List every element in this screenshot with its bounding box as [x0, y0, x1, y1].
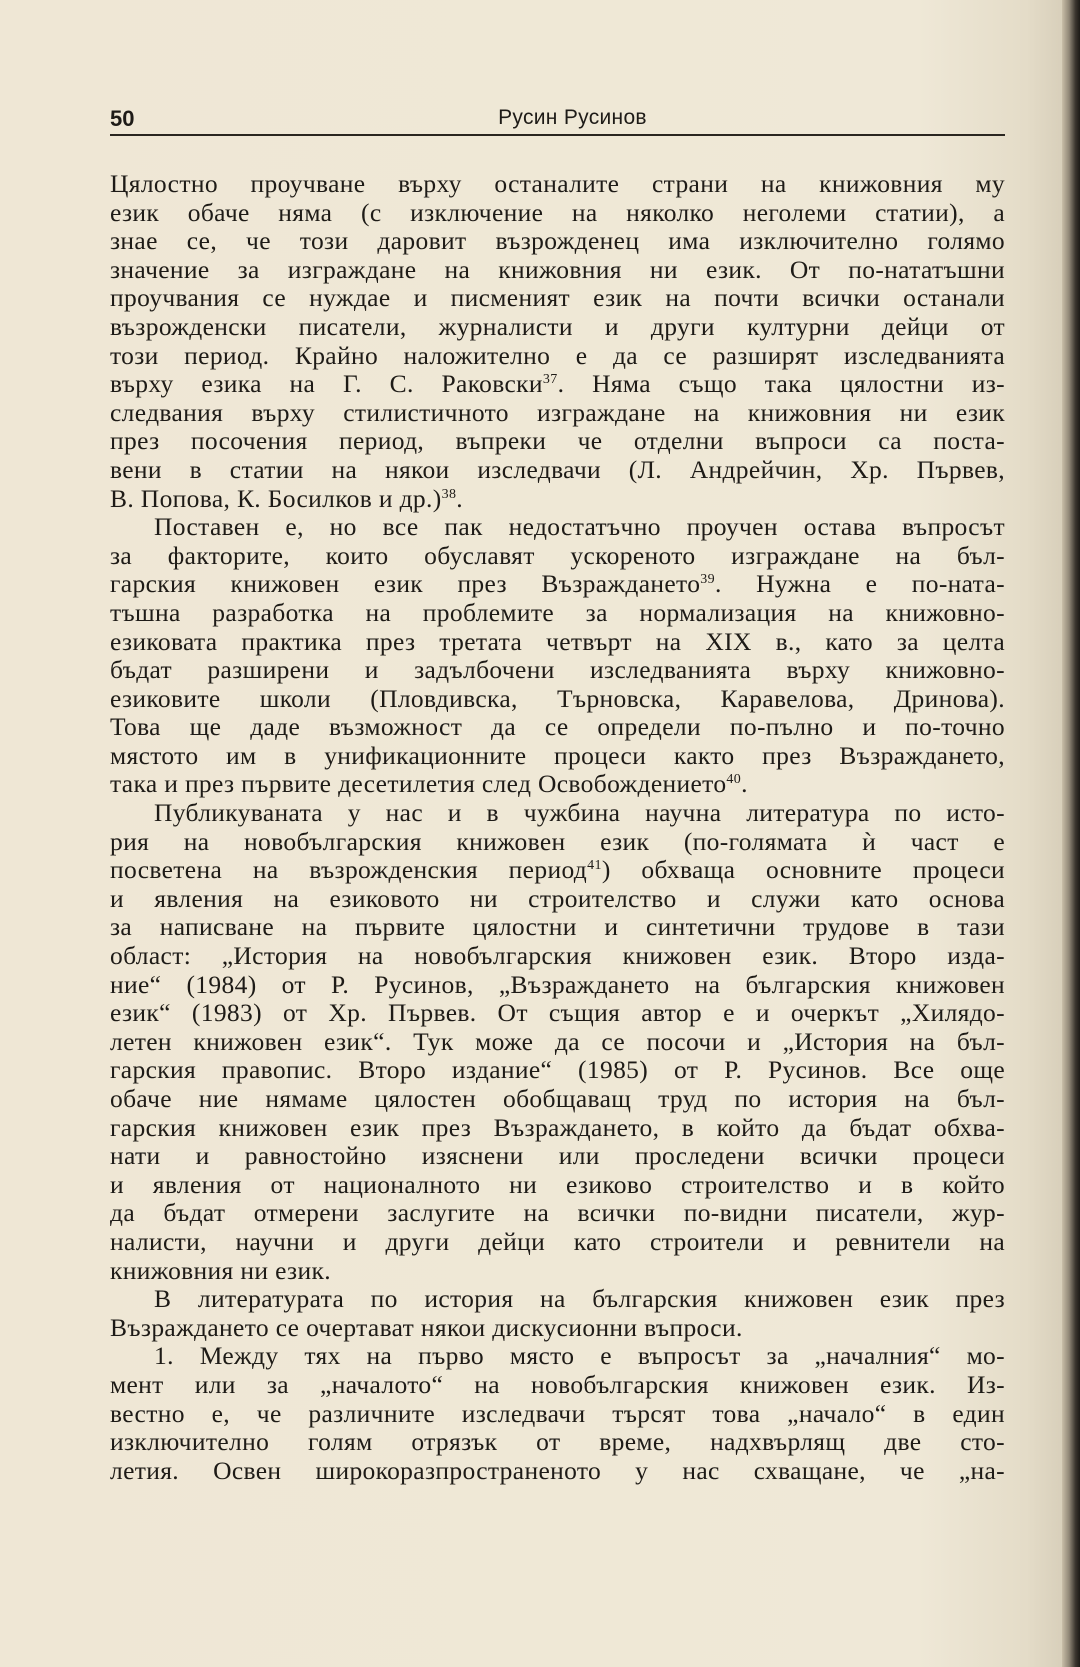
text-line [110, 828, 1005, 857]
page-header [110, 104, 1005, 134]
text-line-continuation: . [456, 483, 464, 513]
text-line [110, 770, 1005, 799]
footnote-ref: 40 [726, 772, 742, 788]
text-line [110, 1142, 1005, 1171]
text-line-content: В. Попова, К. Босилков и др.) [110, 483, 442, 513]
text-line [110, 1028, 1005, 1057]
footnote-ref: 38 [441, 486, 457, 502]
text-line [110, 399, 1005, 428]
text-line [110, 971, 1005, 1000]
text-line [110, 1371, 1005, 1400]
text-line-content: гарския книжовен език през Възраждането [110, 569, 701, 599]
text-line-continuation: ) обхваща основните процеси [601, 855, 1005, 885]
text-line-content: изключително голям отрязък от време, надхвърлящ две сто- [110, 1427, 1005, 1457]
text-line-content: Цялостно проучване върху останалите страни на книжовния му [110, 169, 1005, 198]
text-line [110, 799, 1005, 828]
body-text [110, 170, 1005, 1485]
running-head: Русин Русинов [498, 106, 647, 129]
text-line-content: този период. Крайно наложително е да се разширят изследванията [110, 340, 1005, 370]
text-line [110, 485, 1005, 514]
text-line [110, 570, 1005, 599]
text-line [110, 1428, 1005, 1457]
text-line [110, 1171, 1005, 1200]
text-line [110, 342, 1005, 371]
text-line [110, 256, 1005, 285]
text-line [110, 1056, 1005, 1085]
text-line [110, 885, 1005, 914]
footnote-ref: 41 [587, 858, 602, 874]
text-line-content: върху езика на Г. С. Раковски [110, 369, 543, 399]
text-line [110, 313, 1005, 342]
text-line-content: мент или за „началото“ на новобългарския книжовен език. Из- [110, 1369, 1005, 1399]
header-rule [110, 134, 1005, 136]
text-line [110, 856, 1005, 885]
text-line-content: В литературата по история на българския книжовен език през [154, 1284, 1005, 1314]
text-line [110, 1285, 1005, 1314]
text-line-content: езиковите школи (Пловдивска, Търновска, Каравелова, Дринова). [110, 683, 1005, 713]
text-line-content: посветена на възрожденския период [110, 855, 588, 885]
text-line-content: мястото им в унификационните процеси както през Възраждането, [110, 740, 1005, 770]
text-line-continuation: . Няма също така цялостни из- [557, 369, 1005, 399]
text-line-content: да бъдат отмерени заслугите на всички по-видни писатели, жур- [110, 1198, 1005, 1228]
text-line-content: и явления на езиковото ни строителство и служи като основа [110, 883, 1005, 913]
text-line [110, 284, 1005, 313]
text-line-content: така и през първите десетилетия след Освобождението [110, 769, 727, 799]
text-line-content: летия. Освен широкоразпространеното у нас схващане, че „на- [110, 1455, 1005, 1485]
text-line-content: вени в статии на някои изследвачи (Л. Андрейчин, Хр. Първев, [110, 454, 1005, 484]
text-line-content: за написване на първите цялостни и синтетични трудове в тази [110, 912, 1005, 942]
text-line-content: Публикуваната у нас и в чужбина научна литература по исто- [154, 798, 1005, 828]
text-line-content: Това ще даде възможност да се определи по-пълно и по-точно [110, 712, 1005, 742]
text-line-content: 1. Между тях на първо място е въпросът за „началния“ мо- [154, 1341, 1005, 1371]
text-line-content: ние“ (1984) от Р. Русинов, „Възраждането на българския книжовен [110, 969, 1005, 999]
text-line-content: летен книжовен език“. Тук може да се посочи и „История на бъл- [110, 1026, 1005, 1056]
text-line-content: бъдат разширени и задълбочени изследванията върху книжовно- [110, 655, 1005, 685]
text-line [110, 1314, 1005, 1343]
text-line-content: гарския правопис. Второ издание“ (1985) от Р. Русинов. Все още [110, 1055, 1005, 1085]
text-line [110, 599, 1005, 628]
text-line [110, 199, 1005, 228]
text-line [110, 513, 1005, 542]
page-number: 50 [110, 106, 135, 131]
text-line-continuation: . [741, 769, 748, 799]
text-line [110, 1400, 1005, 1429]
text-line [110, 999, 1005, 1028]
text-line [110, 1228, 1005, 1257]
text-line [110, 913, 1005, 942]
text-line-content: възрожденски писатели, журналисти и други културни дейци от [110, 311, 1005, 341]
text-line [110, 370, 1005, 399]
text-line [110, 1114, 1005, 1143]
text-line [110, 628, 1005, 657]
text-line-content: проучвания се нуждае и писменият език на почти всички останали [110, 283, 1005, 313]
text-line-content: налисти, научни и други дейци като строители и ревнители на [110, 1226, 1005, 1256]
text-line [110, 685, 1005, 714]
text-line [110, 1257, 1005, 1286]
text-line-content: обаче ние нямаме цялостен обобщаващ труд по история на бъл- [110, 1084, 1005, 1113]
text-line [110, 713, 1005, 742]
text-line-content: за факторите, които обуславят ускореното изграждане на бъл- [110, 540, 1005, 570]
text-line [110, 656, 1005, 685]
text-line [110, 542, 1005, 571]
text-line-continuation: . Нужна е по-ната- [715, 569, 1005, 599]
text-line-content: език“ (1983) от Хр. Първев. От същия автор е и очеркът „Хилядо- [110, 998, 1005, 1028]
footnote-ref: 39 [700, 572, 715, 588]
text-line-content: значение за изграждане на книжовния ни език. От по-нататъшни [110, 254, 1005, 284]
text-line-content: тъшна разработка на проблемите за нормализация на книжовно- [110, 597, 1005, 627]
text-line [110, 1342, 1005, 1371]
text-line-content: през посочения период, въпреки че отделни въпроси са поста- [110, 426, 1005, 456]
text-line-content: знае се, че този даровит възрожденец има изключително голямо [110, 226, 1005, 256]
text-line-content: гарския книжовен език през Възраждането, в който да бъдат обхва- [110, 1112, 1005, 1142]
text-line [110, 170, 1005, 199]
text-line [110, 427, 1005, 456]
text-line [110, 456, 1005, 485]
binding-edge [1062, 0, 1080, 1667]
text-line-content: езиковата практика през третата четвърт на XIX в., като за целта [110, 626, 1005, 656]
text-line-content: книжовния ни език. [110, 1255, 331, 1285]
text-line-content: нати и равностойно изяснени или проследени всички процеси [110, 1141, 1005, 1171]
text-line-content: област: „История на новобългарския книжовен език. Второ изда- [110, 941, 1005, 971]
text-line-content: Възраждането се очертават някои дискусионни въпроси. [110, 1312, 743, 1342]
text-line [110, 1199, 1005, 1228]
text-line-content: рия на новобългарския книжовен език (по-голямата ѝ част е [110, 826, 1005, 856]
text-line [110, 742, 1005, 771]
text-line-content: следвания върху стилистичното изграждане на книжовния ни език [110, 397, 1005, 427]
footnote-ref: 37 [542, 372, 558, 388]
text-line-content: Поставен е, но все пак недостатъчно проучен остава въпросът [154, 512, 1005, 542]
text-line [110, 942, 1005, 971]
text-line [110, 227, 1005, 256]
text-line [110, 1085, 1005, 1114]
text-line [110, 1457, 1005, 1486]
text-line-content: и явления от националното ни езиково строителство и в който [110, 1169, 1005, 1199]
text-line-content: език обаче няма (с изключение на няколко неголеми статии), а [110, 197, 1005, 227]
text-line-content: вестно е, че различните изследвачи търсят това „начало“ в един [110, 1398, 1005, 1428]
